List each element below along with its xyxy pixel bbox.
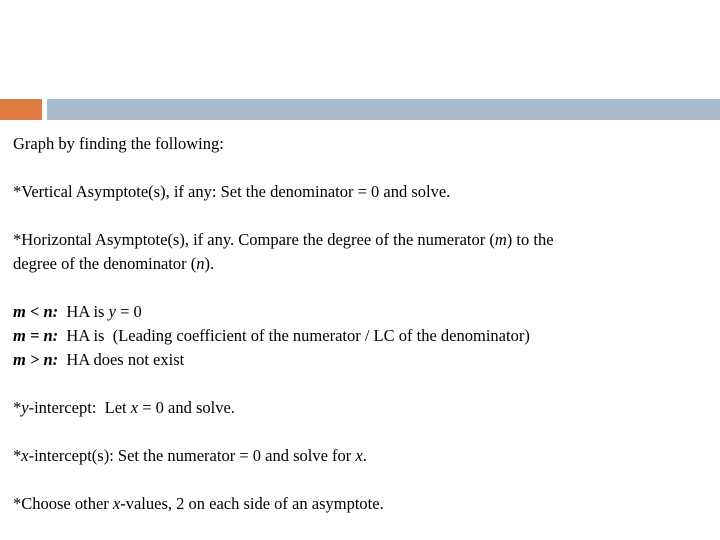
text-span: -intercept(s): Set the numerator = 0 and solve for <box>28 446 356 465</box>
rule-m-equal-n <box>13 324 703 348</box>
var-y: y <box>21 398 29 417</box>
text-span: *Choose other <box>13 494 113 513</box>
var-x: x <box>355 446 363 465</box>
text-span: ) to the <box>506 230 554 249</box>
var-x: x <box>21 446 29 465</box>
slide-body <box>13 132 703 516</box>
var-x: x <box>112 494 121 513</box>
choose-values-text <box>13 492 703 516</box>
rule-m-less-n <box>13 300 703 324</box>
text-span: * <box>13 398 22 417</box>
rule-text: HA is (Leading coefficient of the numerator / LC of the denominator) <box>58 326 530 345</box>
x-intercept-text <box>13 444 703 468</box>
horizontal-asymptote-line1 <box>13 228 703 252</box>
horizontal-asymptote-line2 <box>13 252 703 276</box>
text-span: -intercept: Let <box>28 398 131 417</box>
text-span: ). <box>204 254 215 273</box>
rule-label: m = n: <box>13 326 59 345</box>
rule-text: HA is <box>58 302 109 321</box>
rule-m-greater-n <box>13 348 703 372</box>
y-intercept-text <box>13 396 703 420</box>
rule-text: HA does not exist <box>58 350 185 369</box>
vertical-asymptote-text: *Vertical Asymptote(s), if any: Set the denominator = 0 and solve. <box>13 182 451 201</box>
text-span: * <box>13 446 22 465</box>
var-x: x <box>130 398 139 417</box>
rule-var: y <box>108 302 116 321</box>
rule-label: m < n: <box>13 302 59 321</box>
heading-text: Graph by finding the following: <box>13 134 224 153</box>
var-n: n <box>196 254 205 273</box>
accent-bar-orange <box>0 99 42 120</box>
text-span: . <box>362 446 367 465</box>
rule-label: m > n: <box>13 350 59 369</box>
accent-bar-blue <box>47 99 720 120</box>
text-span: = 0 and solve. <box>138 398 235 417</box>
var-m: m <box>494 230 507 249</box>
text-span: degree of the denominator ( <box>13 254 197 273</box>
text-span: *Horizontal Asymptote(s), if any. Compare the degree of the numerator ( <box>13 230 495 249</box>
text-span: -values, 2 on each side of an asymptote. <box>120 494 384 513</box>
rule-text: = 0 <box>115 302 142 321</box>
